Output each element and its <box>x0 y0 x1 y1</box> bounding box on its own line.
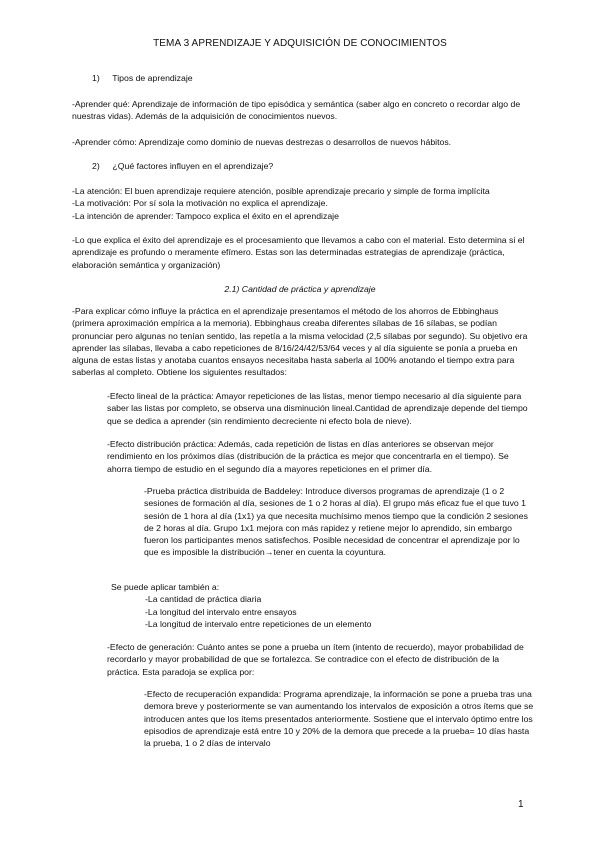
section-2-number: 2) <box>92 161 100 171</box>
section-2-title: ¿Qué factores influyen en el aprendizaje? <box>112 161 274 171</box>
aplicar-item: -La longitud de intervalo entre repeticiones de un elemento <box>145 618 372 629</box>
section-2-heading <box>92 160 273 172</box>
paragraph-efecto-generacion: -Efecto de generación: Cuánto antes se pone a prueba un ítem (intento de recuerdo), mayor probabilidad de recordarlo y mayor probabilidad de que se fortalezca. Se contradice con el efecto de distribución de la práctica. Esta paradoja se explica por: <box>107 642 524 677</box>
aplicar-item: -La longitud del intervalo entre ensayos <box>145 606 297 617</box>
paragraph-efecto-lineal: -Efecto lineal de la práctica: Amayor repeticiones de las listas, menor tiempo necesario al día siguiente para saber las listas por completo, se observa una disminución lineal.Cantidad de aprendizaje depende del tiempo que se dedica a aprender (sin rendimiento decreciente ni efecto bola de nieve). <box>107 391 528 426</box>
factors-list <box>72 185 542 222</box>
paragraph-baddeley: -Prueba práctica distribuida de Baddeley: Introduce diversos programas de aprendizaje (1 o 2 sesiones de formación al día, sesiones de 1 o 2 horas al día). El grupo más eficaz fue el que tuvo 1 sesión de 1 hora al día (1x1) ya que necesita muchísimo menos tiempo que la condición 2 sesiones de 2 horas al día. Grupo 1x1 mejora con más rapidez y retiene mejor lo aprendido, sin embargo fueron los participantes menos satisfechos. Posible necesidad de concentrar el aprendizaje por lo que es imposible la distribución→tener en cuenta la coyuntura. <box>144 486 528 558</box>
page-number: 1 <box>518 799 524 810</box>
paragraph-ebbinghaus: -Para explicar cómo influye la práctica en el aprendizaje presentamos el método de los ahorros de Ebbinghaus (primera aproximación empírica a la memoria). Ebbinghaus creaba diferentes sílabas de 16 sílabas, se podían pronunciar pero algunas no tenían sentido, las repetía a la misma velocidad (2,5 sílabas por segundo). Su objetivo era aprender las sílabas, llevaba a cabo repeticiones de 8/16/24/42/53/64 veces y al día siguiente se ponía a prueba en alguna de estas listas y anotaba cuantos ensayos necesitaba hasta saberla al 100% anotando el tiempo extra para saberlas al completo. Obtiene los siguientes resultados: <box>72 306 528 378</box>
paragraph-recuperacion-expandida: -Efecto de recuperación expandida: Programa aprendizaje, la información se pone a prueba tras una demora breve y posteriormente se van aumentando los intervalos de exposición a otros ítems que se introducen antes que los ítems presentados anteriormente. Sostiene que el intervalo óptimo entre los episodios de aprendizaje está entre 10 y 20% de la demora que precede a la prueba= 10 días hasta la prueba, 1 o 2 días de intervalo <box>144 689 534 749</box>
subsection-heading: 2.1) Cantidad de práctica y aprendizaje <box>224 284 376 294</box>
aplicar-intro: Se puede aplicar también a: <box>111 582 220 592</box>
paragraph-aprender-que: -Aprender qué: Aprendizaje de información de tipo episódica y semántica (saber algo en concreto o recordar algo de nuestras vidas). Además de la adquisición de conocimientos nuevos. <box>72 99 521 122</box>
section-1-number: 1) <box>92 73 100 83</box>
section-1-heading <box>92 72 193 84</box>
factor-atencion: -La atención: El buen aprendizaje requiere atención, posible aprendizaje precario y simple de forma implícita <box>72 186 490 196</box>
document-title: TEMA 3 APRENDIZAJE Y ADQUISICIÓN DE CONOCIMIENTOS <box>153 38 447 49</box>
aplicar-list <box>111 581 372 630</box>
aplicar-item: -La cantidad de práctica diaria <box>145 594 262 605</box>
paragraph-aprender-como: -Aprender cómo: Aprendizaje como dominio de nuevas destrezas o desarrollos de nuevos hábitos. <box>72 137 452 147</box>
factor-motivacion: -La motivación: Por sí sola la motivación no explica el aprendizaje. <box>72 198 328 209</box>
factor-intencion: -La intención de aprender: Tampoco explica el éxito en el aprendizaje <box>72 210 339 221</box>
paragraph-efecto-distribucion: -Efecto distribución práctica: Además, cada repetición de listas en días anteriores se observan mejor rendimiento en los próximos días (distribución de la práctica es mejor que concentrarla en el tiempo). Se ahorra tiempo de estudio en el segundo día a mayores repeticiones en el primer día. <box>107 439 509 474</box>
section-1-title: Tipos de aprendizaje <box>112 73 193 83</box>
paragraph-procesamiento: -Lo que explica el éxito del aprendizaje es el procesamiento que llevamos a cabo con el material. Esto determina si el aprendizaje es profundo o meramente efímero. Estas son las determinadas estrategias de aprendizaje (práctica, elaboración semántica y organización) <box>72 235 525 270</box>
